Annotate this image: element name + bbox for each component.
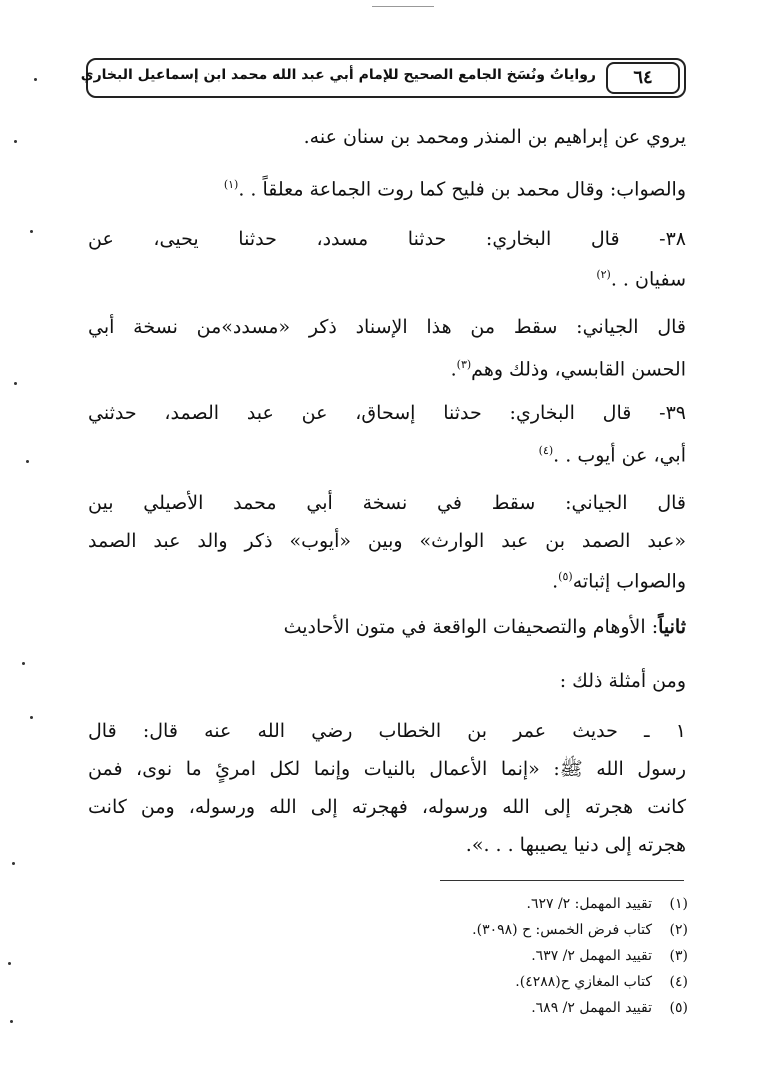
- footnote-divider: [440, 880, 684, 881]
- text-line: «عبد الصمد بن عبد الوارث» وبين «أيوب» ذكر والد عبد الصمد: [88, 530, 686, 552]
- header-title: رواياتُ ونُسَخ الجامع الصحيح للإمام أبي عبد الله محمد ابن إسماعيل البخاري: [80, 67, 596, 83]
- scan-mark: [10, 1020, 13, 1023]
- scan-mark: [22, 662, 25, 665]
- text-line: كانت هجرته إلى الله ورسوله، فهجرته إلى الله ورسوله، ومن كانت: [88, 796, 686, 818]
- footnote: (٥)تقييد المهمل ٢/ ٦٨٩.: [531, 1000, 688, 1016]
- footnote: (٣)تقييد المهمل ٢/ ٦٣٧.: [531, 948, 688, 964]
- text-line: ٣٩- قال البخاري: حدثنا إسحاق، عن عبد الصمد، حدثني: [88, 402, 686, 424]
- footnote-ref: (٥): [558, 570, 573, 583]
- text-line: سفيان . .$^{(٢)}$: [596, 268, 686, 291]
- text-line: ٣٨- قال البخاري: حدثنا مسدد، حدثنا يحيى، عن: [88, 228, 686, 250]
- footnote-ref: (٢): [596, 268, 611, 281]
- section-heading: ثانياً: الأوهام والتصحيفات الواقعة في متون الأحاديث: [283, 616, 686, 638]
- text-line: ومن أمثلة ذلك :: [559, 670, 686, 692]
- scan-mark: [30, 230, 33, 233]
- scan-mark: [30, 716, 33, 719]
- page-number: ٦٤: [606, 62, 680, 94]
- main-text: [88, 0, 686, 880]
- scan-mark: [14, 382, 17, 385]
- footnote-ref: (٣): [456, 358, 472, 371]
- text-line: الحسن القابسي، وذلك وهم$^{(٣)}$.: [450, 358, 686, 381]
- footnote: (٢)كتاب فرض الخمس: ح (٣٠٩٨).: [472, 922, 688, 938]
- footnote-ref: (١): [223, 178, 239, 191]
- footnote: (١)تقييد المهمل: ٢/ ٦٢٧.: [526, 896, 688, 912]
- text-line: رسول الله ﷺ: «إنما الأعمال بالنيات وإنما لكل امرئٍ ما نوى، فمن: [88, 758, 686, 780]
- text-line: يروي عن إبراهيم بن المنذر ومحمد بن سنان عنه.: [303, 126, 686, 148]
- text-line: قال الجياني: سقط في نسخة أبي محمد الأصيلي بين: [88, 492, 686, 514]
- scan-mark: [12, 862, 15, 865]
- text-line: والصواب إثباته$^{(٥)}$.: [552, 570, 686, 593]
- text-line: أبي، عن أيوب . .$^{(٤)}$: [538, 444, 686, 467]
- scan-mark: [34, 78, 37, 81]
- footnote: (٤)كتاب المغازي ح(٤٢٨٨).: [515, 974, 688, 990]
- scan-mark: [26, 460, 29, 463]
- text-line: قال الجياني: سقط من هذا الإسناد ذكر «مسدد»من نسخة أبي: [88, 316, 686, 338]
- text-line: ١ ـ حديث عمر بن الخطاب رضي الله عنه قال: قال: [88, 720, 686, 742]
- text-line: والصواب: وقال محمد بن فليح كما روت الجماعة معلقاً . .$^{(١)}$: [223, 178, 686, 201]
- text-line: هجرته إلى دنيا يصيبها . . .».: [465, 834, 686, 856]
- footnote-ref: (٤): [538, 444, 554, 457]
- scan-mark: [14, 140, 17, 143]
- scan-mark: [8, 962, 11, 965]
